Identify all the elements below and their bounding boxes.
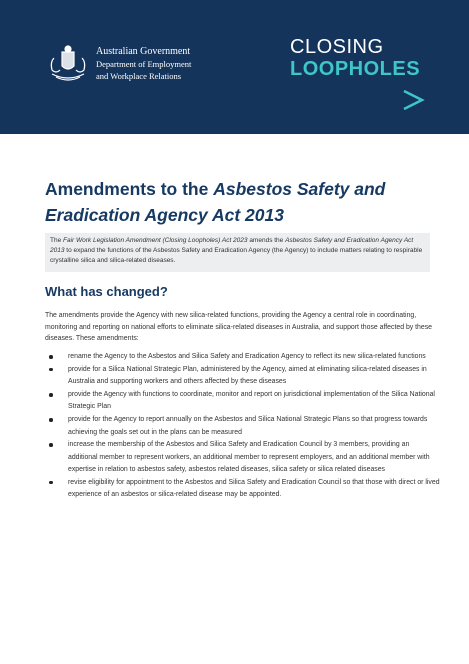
document-title bbox=[45, 176, 435, 228]
list-item bbox=[45, 389, 440, 414]
government-name: Australian Government bbox=[96, 46, 191, 57]
brand-line-2: LOOPHOLES bbox=[290, 58, 421, 80]
department-line-2: and Workplace Relations bbox=[96, 71, 182, 81]
bullet-icon bbox=[49, 481, 53, 485]
summary-act-name: Asbestos Safety and Eradication Agency Act 2013 bbox=[50, 237, 414, 254]
government-logo-text bbox=[96, 46, 191, 82]
chevron-right-icon bbox=[400, 88, 428, 112]
list-item-text: provide the Agency with functions to coordinate, monitor and report on jurisdictional implementation of the Silica National Strategic Plan bbox=[68, 391, 435, 411]
bullet-icon bbox=[49, 393, 53, 397]
summary-text: The bbox=[50, 237, 64, 244]
list-item-text: revise eligibility for appointment to the Asbestos and Silica Safety and Eradication Council so that those with direct or lived experience of an asbestos or silica-related disease may be appointed. bbox=[68, 478, 440, 499]
amendments-list bbox=[45, 351, 440, 502]
list-item bbox=[45, 364, 440, 389]
summary-text: amends the bbox=[247, 237, 286, 244]
summary-act-name: Fair Work Legislation Amendment (Closing Loopholes) Act 2023 bbox=[63, 237, 248, 244]
title-part1: Amendments to the bbox=[45, 179, 214, 199]
summary-box bbox=[45, 233, 430, 272]
title-italic: Asbestos Safety and Eradication Agency Act 2013 bbox=[45, 179, 386, 225]
coat-of-arms-icon bbox=[46, 44, 90, 84]
department-line-1: Department of Employment bbox=[96, 59, 192, 69]
summary-text: to expand the functions of the Asbestos Safety and Eradication Agency (the Agency) to include matters relating to respirable crystalline silica and silica-related diseases. bbox=[50, 247, 423, 264]
list-item-text: provide for a Silica National Strategic Plan, administered by the Agency, aimed at eliminating silica-related diseases in Australia and supporting workers and others affected by these diseases bbox=[68, 365, 427, 386]
brand-title bbox=[290, 36, 420, 80]
bullet-icon bbox=[49, 368, 53, 372]
list-item bbox=[45, 351, 440, 363]
list-item-text: rename the Agency to the Asbestos and Silica Safety and Eradication Agency to reflect its new silica-related functions bbox=[68, 353, 426, 360]
list-item bbox=[45, 477, 440, 502]
header-banner bbox=[0, 0, 469, 134]
bullet-icon bbox=[49, 418, 53, 422]
list-item bbox=[45, 439, 440, 476]
list-item-text: provide for the Agency to report annually on the Asbestos and Silica National Strategic Plans so that progress towards achieving the goals set out in the plans can be measured bbox=[68, 416, 428, 436]
section-heading: What has changed? bbox=[45, 284, 168, 299]
list-item-text: increase the membership of the Asbestos and Silica Safety and Eradication Council by 3 members, providing an additional member to represent workers, an additional member to represent employers, and an additional member with expertise in relation to asbestos safety, asbestos related diseases, silica safety or silica related diseases bbox=[68, 441, 430, 474]
brand-line-1: CLOSING bbox=[290, 36, 384, 58]
intro-paragraph: The amendments provide the Agency with new silica-related functions, providing the Agency a central role in coordinating, monitoring and reporting on national efforts to eliminate silica-related diseases in Australia, and support those affected by these diseases. These amendments: bbox=[45, 312, 433, 342]
list-item bbox=[45, 414, 440, 439]
bullet-icon bbox=[49, 443, 53, 447]
bullet-icon bbox=[49, 355, 53, 359]
